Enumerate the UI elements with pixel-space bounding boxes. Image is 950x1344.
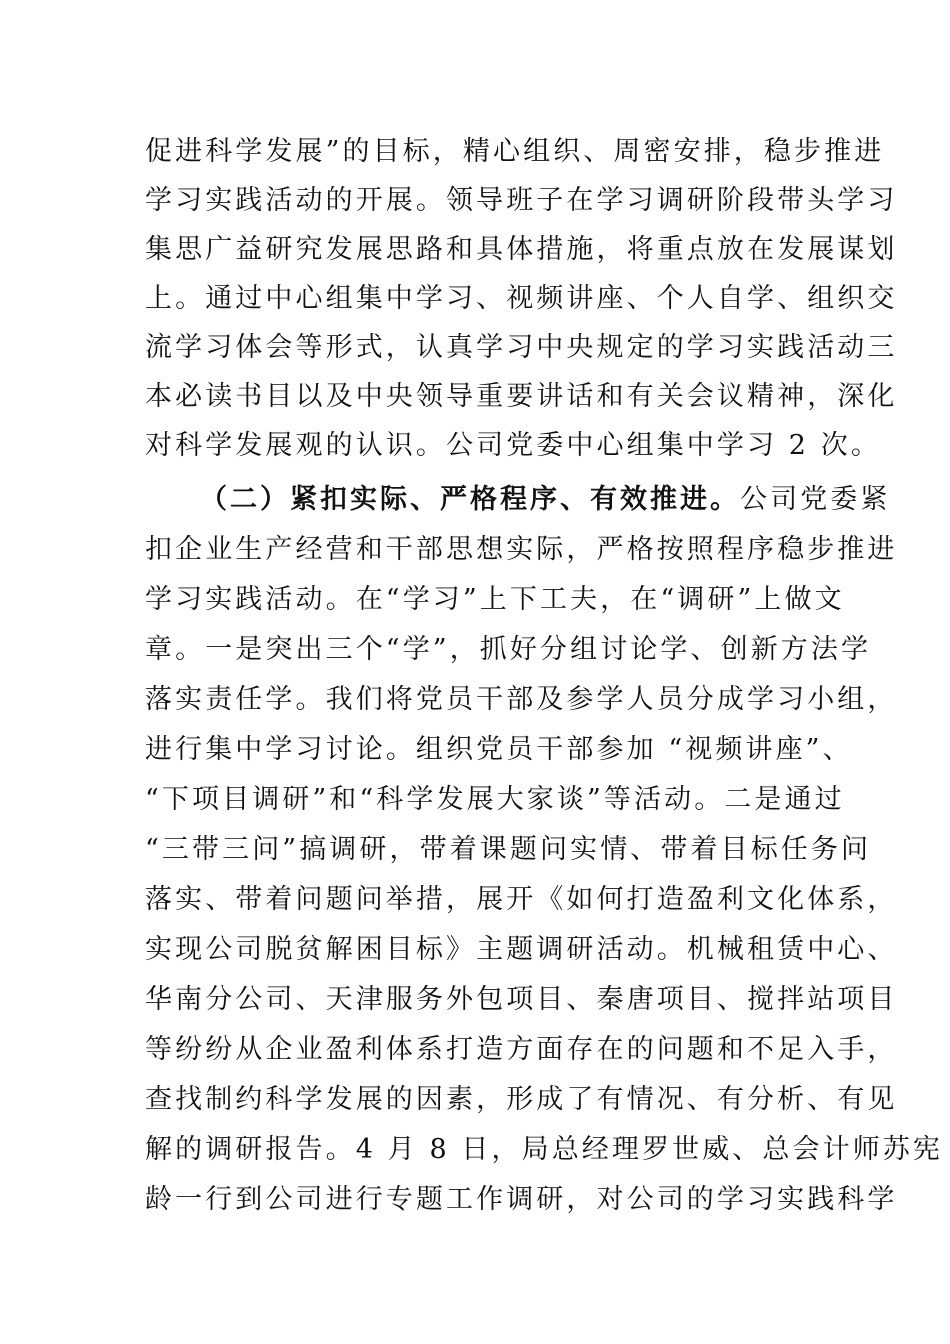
text-line: “下项目调研”和“科学发展大家谈”等活动。二是通过	[145, 784, 845, 815]
text-line: 华南分公司、天津服务外包项目、秦唐项目、搅拌站项目	[145, 984, 898, 1015]
text-line: 促进科学发展”的目标，精心组织、周密安排，稳步推进	[145, 136, 885, 167]
text-line: 等纷纷从企业盈利体系打造方面存在的问题和不足入手，	[145, 1034, 898, 1065]
text-line: 流学习体会等形式，认真学习中央规定的学习实践活动三	[145, 332, 898, 363]
text-line: 龄一行到公司进行专题工作调研，对公司的学习实践科学	[145, 1184, 898, 1215]
text-line: 对科学发展观的认识。公司党委中心组集中学习 2 次。	[145, 430, 881, 461]
text-line: 集思广益研究发展思路和具体措施，将重点放在发展谋划	[145, 234, 898, 265]
text-line: 扣企业生产经营和干部思想实际，严格按照程序稳步推进	[145, 534, 898, 565]
text-line: 进行集中学习讨论。组织党员干部参加 “视频讲座”、	[145, 734, 853, 765]
text-line: “三带三问”搞调研，带着课题问实情、带着目标任务问	[145, 834, 872, 865]
text-line: 学习实践活动。在“学习”上下工夫，在“调研”上做文	[145, 584, 845, 615]
text-run: 公司党委紧	[740, 484, 891, 515]
text-line: 本必读书目以及中央领导重要讲话和有关会议精神，深化	[145, 381, 898, 412]
text-line: 章。一是突出三个“学”，抓好分组讨论学、创新方法学	[145, 634, 872, 665]
text-line: 落实、带着问题问举措，展开《如何打造盈利文化体系，	[145, 884, 898, 915]
text-line: 落实责任学。我们将党员干部及参学人员分成学习小组，	[145, 684, 898, 715]
section-heading: （二）紧扣实际、严格程序、有效推进。	[200, 484, 740, 515]
section-heading-line	[200, 480, 891, 520]
text-line: 学习实践活动的开展。领导班子在学习调研阶段带头学习	[145, 185, 898, 216]
text-line: 实现公司脱贫解困目标》主题调研活动。机械租赁中心、	[145, 934, 898, 965]
text-line: 解的调研报告。4 月 8 日，局总经理罗世威、总会计师苏宪	[145, 1134, 944, 1165]
text-line: 上。通过中心组集中学习、视频讲座、个人自学、组织交	[145, 283, 898, 314]
text-line: 查找制约科学发展的因素，形成了有情况、有分析、有见	[145, 1084, 898, 1115]
